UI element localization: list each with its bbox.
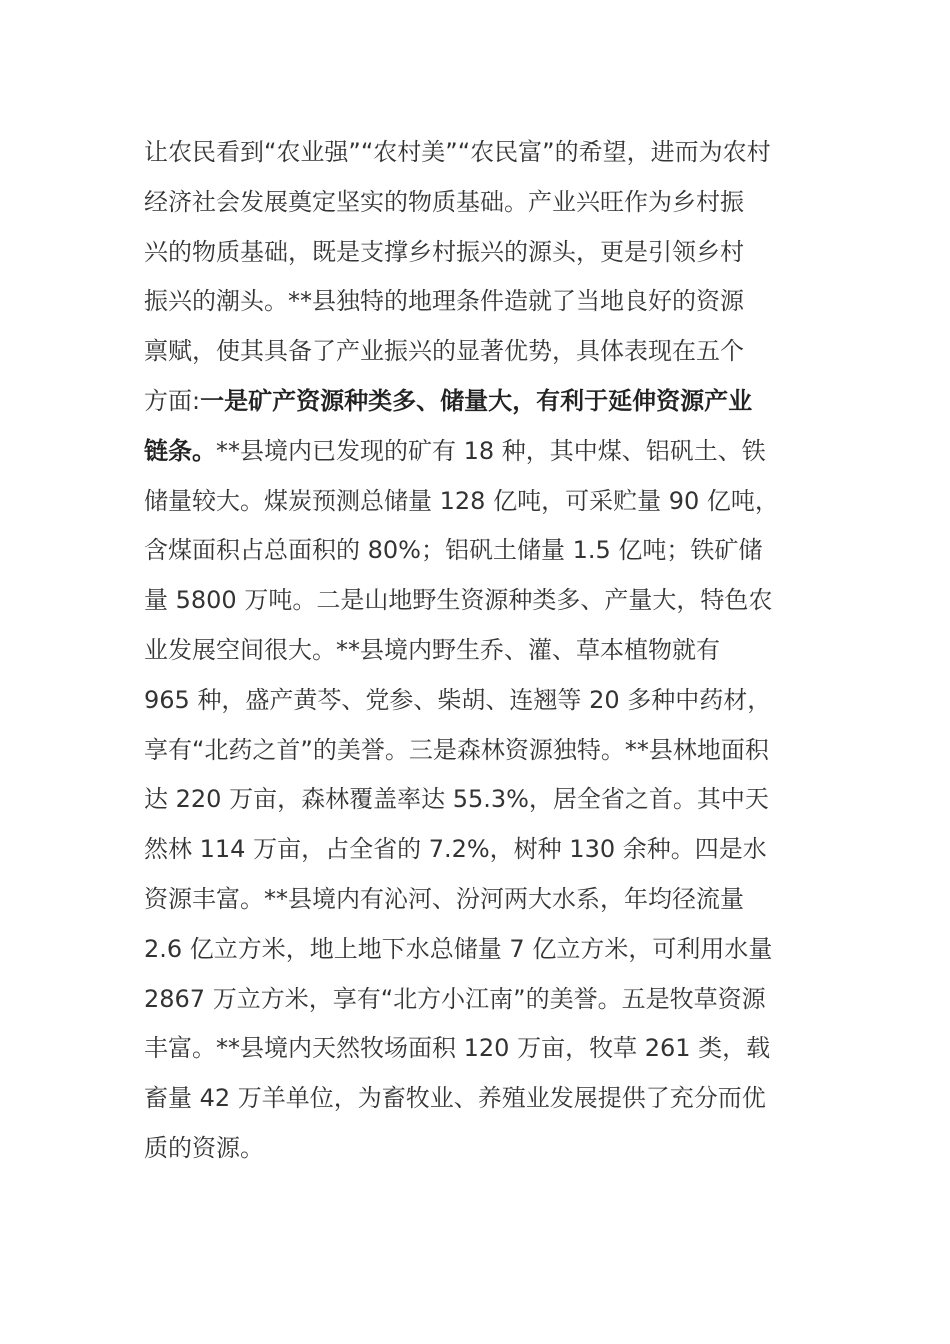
- text-line: 然林 114 万亩，占全省的 7.2%，树种 130 余种。四是水: [144, 835, 767, 864]
- text-line: 储量较大。煤炭预测总储量 128 亿吨，可采贮量 90 亿吨，: [144, 486, 779, 515]
- text-line: 兴的物质基础，既是支撑乡村振兴的源头，更是引领乡村: [144, 237, 744, 266]
- text-line: 质的资源。: [144, 1133, 264, 1162]
- text-line: 965 种，盛产黄芩、党参、柴胡、连翘等 20 多种中药材，: [144, 685, 772, 714]
- text-line: 畜量 42 万羊单位，为畜牧业、养殖业发展提供了充分而优: [144, 1084, 766, 1113]
- text-line: 业发展空间很大。**县境内野生乔、灌、草本植物就有: [144, 635, 720, 664]
- text-line: 2867 万立方米，享有“北方小江南”的美誉。五是牧草资源: [144, 984, 766, 1013]
- text-line: [144, 377, 844, 427]
- text-run: **县境内已发现的矿有 18 种，其中煤、铝矾土、铁: [216, 436, 766, 465]
- text-line: [144, 427, 844, 477]
- text-line: 享有“北药之首”的美誉。三是森林资源独特。**县林地面积: [144, 735, 769, 764]
- bold-heading-text: 链条。: [144, 436, 216, 465]
- text-line: 振兴的潮头。**县独特的地理条件造就了当地良好的资源: [144, 287, 744, 316]
- text-line: 经济社会发展奠定坚实的物质基础。产业兴旺作为乡村振: [144, 187, 744, 216]
- text-line: 丰富。**县境内天然牧场面积 120 万亩，牧草 261 类，载: [144, 1034, 771, 1063]
- text-line: 2.6 亿立方米，地上地下水总储量 7 亿立方米，可利用水量: [144, 934, 773, 963]
- text-line: 量 5800 万吨。二是山地野生资源种类多、产量大，特色农: [144, 586, 773, 615]
- body-paragraph: [144, 128, 844, 1174]
- text-line: 达 220 万亩，森林覆盖率达 55.3%，居全省之首。其中天: [144, 785, 769, 814]
- text-line: 含煤面积占总面积的 80%；铝矾土储量 1.5 亿吨；铁矿储: [144, 536, 763, 565]
- text-line: 禀赋，使其具备了产业振兴的显著优势，具体表现在五个: [144, 337, 744, 366]
- text-line: 让农民看到“农业强”“农村美”“农民富”的希望，进而为农村: [144, 138, 771, 166]
- bold-heading-text: 一是矿产资源种类多、储量大，有利于延伸资源产业: [200, 386, 753, 415]
- text-run: 方面:: [144, 386, 201, 415]
- text-line: 资源丰富。**县境内有沁河、汾河两大水系，年均径流量: [144, 884, 744, 913]
